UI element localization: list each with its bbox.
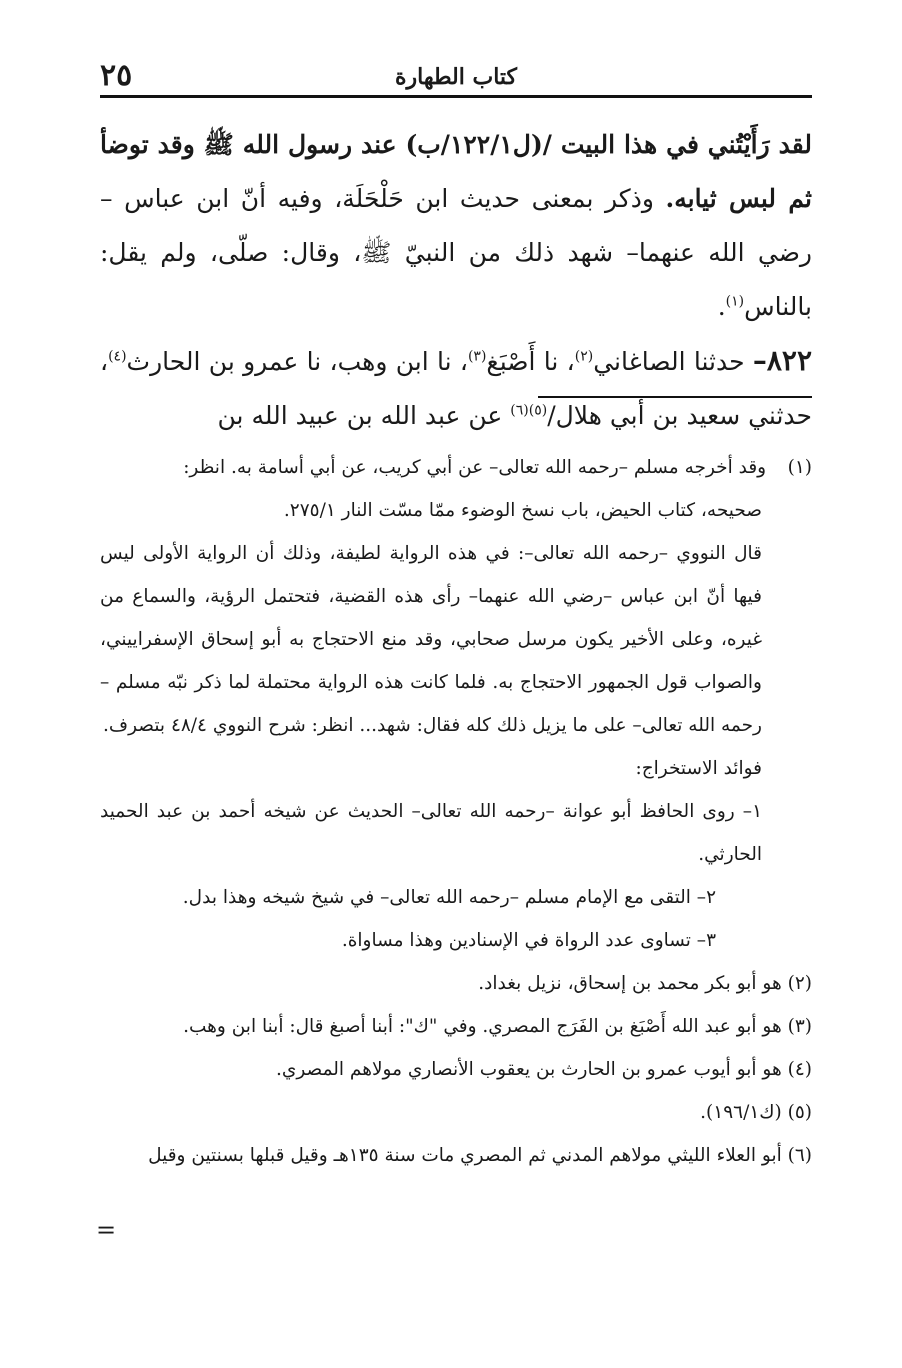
fawaid-title: فوائد الاستخراج:: [635, 758, 762, 779]
paragraph-text: ، نا أَصْبَغ: [486, 347, 575, 376]
page-number: ٢٥: [100, 58, 133, 93]
header-divider: [100, 95, 812, 98]
footnote-divider: [538, 396, 812, 398]
footnote-1: [100, 446, 812, 489]
footnote-ref: (٢): [574, 348, 594, 365]
paragraph-end: .: [717, 292, 726, 321]
footnote-3: (٣) هو أبو عبد الله أَصْبَغ بن الفَرَج المصري. وفي "ك": أبنا أصبغ قال: أبنا ابن وهب.: [183, 1016, 812, 1037]
paragraph-text: ، نا ابن وهب، نا عمرو بن الحارث: [126, 347, 468, 376]
paragraph-text: ، حدثني سعيد بن أبي هلال/: [100, 347, 812, 430]
footnote-marker: (١): [787, 457, 812, 478]
footnote-text: وقد أخرجه مسلم –رحمه الله تعالى– عن أبي كريب، عن أبي أسامة به. انظر:: [183, 457, 767, 478]
footnote-6: (٦) أبو العلاء الليثي مولاهم المدني ثم المصري مات سنة ١٣٥هـ وقيل قبلها بسنتين وقيل: [148, 1145, 812, 1166]
page-title: كتاب الطهارة: [394, 64, 518, 90]
paragraph-text: حدثنا الصاغاني: [593, 347, 753, 376]
footnote-5: (٥) (ك١٩٦/١).: [700, 1102, 812, 1123]
fawaid-item-1: ١– روى الحافظ أبو عوانة –رحمه الله تعالى– الحديث عن شيخه أحمد بن عبد الحميد الحارثي.: [100, 801, 762, 865]
footnote-ref: (٥)(٦): [510, 402, 548, 419]
paragraph-1: [100, 118, 812, 334]
footnote-1-nawawi: قال النووي –رحمه الله تعالى–: في هذه الرواية لطيفة، وذلك أن الرواية الأولى ليس فيها أنّ ابن عباس –رضي الله عنهما– رأى هذه القضية، فتحتمل الرؤية، والسماع من غيره، وعلى الأخير يكون مرسل صحابي، وقد منع الاحتجاج به أبو إسحاق الإسفراييني، والصواب قول الجمهور الاحتجاج به. فلما كانت هذه الرواية محتملة لما ذكر نبّه مسلم –رحمه الله تعالى– على ما يزيل ذلك كله فقال: شهد... انظر: شرح النووي ٤٨/٤ بتصرف.: [100, 543, 762, 736]
footnotes-section: [100, 446, 812, 1177]
footnote-ref: (٤): [108, 348, 127, 365]
fawaid-item-2: ٢– التقى مع الإمام مسلم –رحمه الله تعالى– في شيخ شيخه وهذا بدل.: [182, 887, 716, 908]
footnote-ref: (٣): [467, 348, 487, 365]
footnote-ref: (١): [725, 293, 745, 310]
hadith-number: ٨٢٢–: [752, 344, 813, 377]
paragraph-text: عن عبد الله بن عبيد الله بن: [217, 401, 511, 430]
footnote-2: (٢) هو أبو بكر محمد بن إسحاق، نزيل بغداد.: [478, 973, 812, 994]
page-header: [100, 58, 812, 98]
footnote-4: (٤) هو أبو أيوب عمرو بن الحارث بن يعقوب الأنصاري مولاهم المصري.: [275, 1059, 812, 1080]
footnote-1-cont: صحيحه، كتاب الحيض، باب نسخ الوضوء ممّا مسّت النار ٢٧٥/١.: [283, 500, 762, 521]
bold-text: لقد رَأَيْتُني في هذا البيت /(ل١٢٢/١/ب) عند رسول الله ﷺ وقد توضأ ثم لبس ثيابه.: [100, 130, 812, 213]
continuation-mark: =: [96, 1216, 117, 1244]
main-text: [100, 118, 812, 443]
fawaid-item-3: ٣– تساوى عدد الرواة في الإسنادين وهذا مساواة.: [341, 930, 716, 951]
paragraph-2: [100, 334, 812, 443]
paragraph-text: وذكر بمعنى حديث ابن حَلْحَلَة، وفيه أنّ ابن عباس –رضي الله عنهما– شهد ذلك من النبيّ ﷺ، وقال: صلّى، ولم يقل: بالناس: [100, 184, 812, 321]
